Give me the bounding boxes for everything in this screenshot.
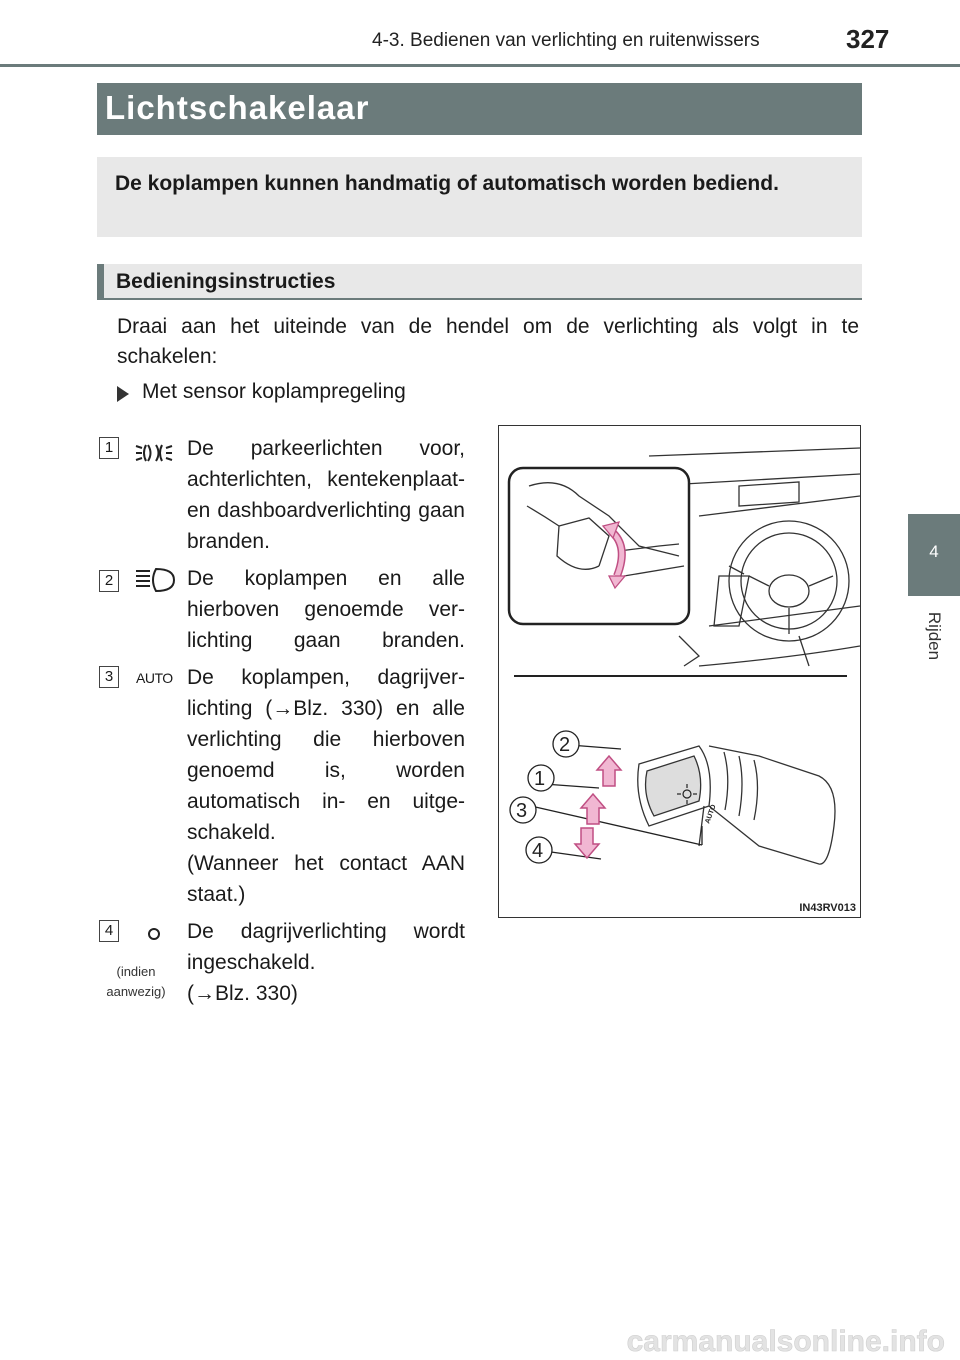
item-note-3: (Wanneer het contact AAN staat.) — [187, 852, 465, 906]
item-number-2: 2 — [99, 570, 119, 592]
callout-1: 1 — [534, 768, 546, 790]
section-title-bar — [97, 83, 862, 135]
light-switch-illustration — [498, 425, 861, 918]
drl-caption-line-2: aanwezig) — [106, 984, 166, 999]
figure-code: IN43RV013 — [799, 902, 856, 914]
illustration-drawing — [499, 426, 860, 917]
watermark-text: carmanualsonline.info — [626, 1325, 945, 1358]
item-ref-4: (→Blz. 330) — [187, 982, 298, 1005]
callout-4: 4 — [532, 840, 544, 862]
intro-box — [97, 157, 862, 237]
item-number-3: 3 — [99, 666, 119, 688]
callout-2: 2 — [559, 734, 571, 756]
header-section-title: 4-3. Bedienen van verlichting en ruitenwissers — [372, 30, 760, 51]
page-number: 327 — [846, 24, 890, 54]
chapter-label-text: Rijden — [925, 611, 944, 661]
drl-caption — [97, 962, 175, 1002]
subheading: Bedieningsinstructies — [116, 270, 336, 293]
section-title: Lichtschakelaar — [105, 89, 370, 126]
header-rule — [0, 64, 960, 67]
headlights-icon — [134, 566, 176, 594]
watermark — [0, 1317, 960, 1360]
callout-3: 3 — [516, 800, 528, 822]
chapter-label — [908, 604, 960, 674]
subheading-accent — [97, 264, 104, 300]
bullet-text: Met sensor koplampregeling — [142, 380, 406, 403]
chapter-number: 4 — [929, 542, 939, 561]
chapter-tab — [908, 514, 960, 596]
instruction-text: Draai aan het uiteinde van de hendel om de verlichting als volgt in te schakelen: — [117, 315, 859, 368]
item-text-3: De koplampen, dagrijverlichting (→Blz. 330) en alle verlichting die hierboven genoemd is, worden automatisch in- en uitgeschakeld. — [187, 666, 465, 844]
item-text-4: De dagrijverlichting wordt ingeschakeld. — [187, 920, 465, 974]
item-text-2: De koplampen en alle hierboven genoemde verlichting gaan branden. — [187, 567, 465, 652]
item-number-1: 1 — [99, 437, 119, 459]
lever-auto-label: AUTO — [704, 803, 718, 825]
subheading-bar — [97, 264, 862, 300]
drl-icon — [146, 926, 162, 942]
auto-icon: AUTO — [136, 670, 173, 686]
item-text-1: De parkeerlichten voor, achterlichten, kentekenplaat- en dashboardverlichting gaan branden. — [187, 437, 465, 553]
drl-caption-line-1: (indien — [116, 964, 156, 979]
intro-text: De koplampen kunnen handmatig of automatisch worden bediend. — [115, 172, 779, 195]
item-number-4: 4 — [99, 920, 119, 942]
parking-lights-icon — [134, 440, 174, 466]
bullet-triangle-icon — [117, 386, 129, 402]
